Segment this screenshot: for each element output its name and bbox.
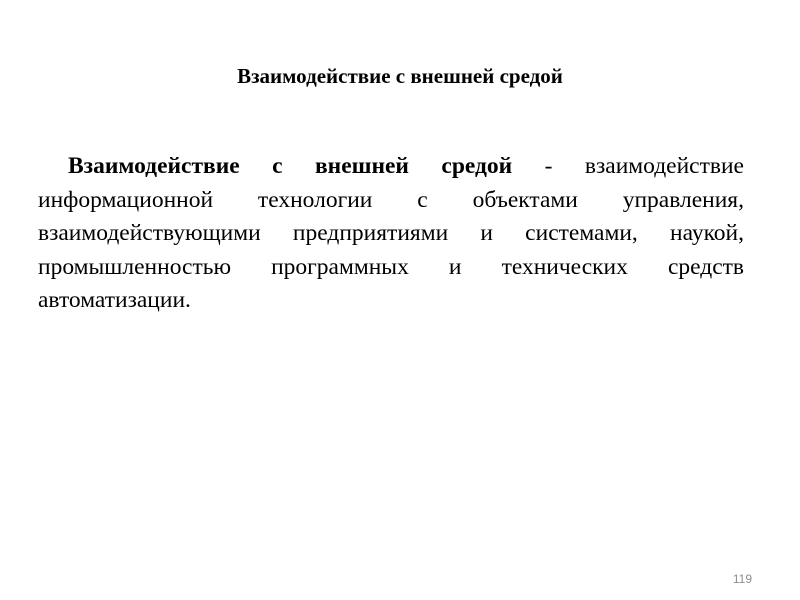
definition-term: Взаимодействие с внешней средой <box>68 153 513 179</box>
definition-paragraph <box>38 150 744 318</box>
definition-text: взаимодействие информационной технологии с объектами управления, взаимодействующими предприятиями и системами, наукой, промышленностью программных и технических средств автоматизации. <box>38 153 744 313</box>
page-number: 119 <box>732 572 752 586</box>
slide-title: Взаимодействие с внешней средой <box>237 64 563 88</box>
definition-separator: - <box>512 153 585 179</box>
